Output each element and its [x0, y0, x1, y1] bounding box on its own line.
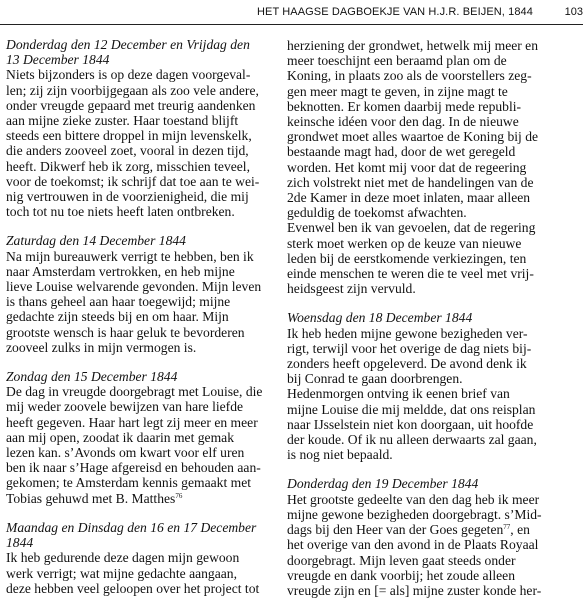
text-line: mijne gewone bezigheden doorgebragt. s’Mid- [287, 506, 542, 522]
text-line: deze hebben veel geloopen over het project tot [6, 580, 260, 596]
text-line: naar IJsselstein niet kon doorgaan, uit hoofde [287, 416, 534, 432]
text-line: onder vreugde gepaard met treurig aandenken [6, 97, 256, 113]
diary-entry [287, 38, 583, 296]
date-line: Donderdag den 12 December en Vrijdag den [6, 37, 250, 52]
date-line: Zondag den 15 December 1844 [6, 369, 178, 385]
text-line: Koning, in plaats zoo als de voorstellers zeg- [287, 68, 532, 84]
entry-text [6, 550, 288, 596]
text-line: heeft. Dikwerf heb ik zorg, misschien teveel, [6, 158, 250, 174]
text-line: Ik heb heden mijne gewone bezigheden ver- [287, 325, 528, 341]
text-line: zooveel zulks in mijn vermogen is. [6, 339, 197, 355]
entry-date [287, 476, 583, 491]
entry-date [6, 369, 288, 384]
text-line: meer toeschijnt een beraamd plan om de [287, 53, 507, 69]
text-line: voor de toekomst; ik schrijf dat toe aan te wei- [6, 173, 260, 189]
text-line: ben ik naar s’Hage afgereisd en behouden aan- [6, 460, 261, 476]
text-line: naar Amsterdam vertrokken, en heb mijne [6, 263, 235, 279]
text-line: steeds een bittere droppel in mijn levenskelk, [6, 128, 252, 144]
date-line: Zaturdag den 14 December 1844 [6, 233, 186, 249]
text-line: lezen kan. s’Avonds om kwart voor elf uren [6, 445, 245, 461]
left-column [6, 37, 288, 610]
text-line: mij weder zoovele bewijzen van hare liefde [6, 399, 244, 415]
entry-date [287, 310, 583, 325]
text-line: gedachte zijn steeds bij en om haar. Mijn [6, 309, 229, 325]
text-line: is nog niet bepaald. [287, 447, 393, 463]
date-line: Donderdag den 19 December 1844 [287, 476, 479, 492]
text-line: gekomen; te Amsterdam kennis gemaakt met [6, 475, 251, 491]
text-line: 2de Kamer in deze moet inlaten, maar alleen [287, 190, 531, 206]
text-line: het overige van den avond in de Plaats Royaal [287, 537, 539, 553]
text-line: lieve Louise welvarende gevonden. Mijn leven [6, 279, 262, 295]
text-line: bestaande magt had, door de wet geregeld [287, 144, 516, 160]
text-line: leden bij de eerstkomende verkiezingen, ten [287, 250, 527, 266]
text-line: beknotten. Er komen daarbij mede republi- [287, 98, 522, 114]
text-line: worden. Het komt mij voor dat de regeering [287, 159, 527, 175]
text-line: Niets bijzonders is op deze dagen voorgeval- [6, 67, 251, 83]
text-line: gen meer magt te geven, in zijne magt te [287, 83, 508, 99]
date-line: 13 December 1844 [6, 52, 110, 68]
running-title: HET HAAGSE DAGBOEKJE VAN H.J.R. BEIJEN, 1844 [256, 6, 533, 18]
diary-entry [6, 233, 288, 355]
text-line: Tobias gehuwd met B. Matthes$^{76}$ [6, 490, 183, 506]
text-line: nig vertrouwen in de voorzienigheid, die mij [6, 189, 249, 205]
right-column [287, 38, 583, 612]
footnote-reference: 77 [503, 523, 511, 532]
text-line: einde menschen te weren die te veel met vrij- [287, 266, 534, 282]
diary-entry [287, 310, 583, 462]
text-line: heeft gegeven. Haar hart legt zij meer en meer [6, 414, 258, 430]
text-line: sterk moet werken op de keuze van nieuwe [287, 235, 522, 251]
text-line: Na mijn bureauwerk verrigt te hebben, ben ik [6, 248, 254, 264]
entry-text [287, 492, 583, 598]
text-line: Hedenmorgen ontving ik eenen brief van [287, 386, 510, 402]
date-line: Woensdag den 18 December 1844 [287, 310, 473, 326]
text-line: De dag in vreugde doorgebragt met Louise, die [6, 384, 263, 400]
text-line: rigt, terwijl voor het overige de dag niets bij- [287, 340, 532, 356]
footnote-reference: 76 [175, 491, 183, 500]
diary-entry [6, 37, 288, 219]
text-line: keinsche idéen voor den dag. In de nieuwe [287, 114, 519, 130]
entry-text [287, 38, 583, 296]
text-line: Evenwel ben ik van gevoelen, dat de regering [287, 220, 536, 236]
diary-entry [6, 369, 288, 506]
text-line: der koude. Of ik nu alleen derwaarts zal gaan, [287, 432, 537, 448]
text-line: zich volstrekt niet met de handelingen van de [287, 174, 534, 190]
text-line: aan mij open, zoodat ik daarin met gemak [6, 429, 234, 445]
text-line: len; zij zijn voorbijgegaan als zoo vele andere, [6, 82, 259, 98]
date-line: Maandag en Dinsdag den 16 en 17 December [6, 519, 257, 535]
entry-date [6, 233, 288, 248]
text-line: geduldig de toekomst afwachten. [287, 205, 467, 221]
text-line: heidsgeest zijn vervuld. [287, 281, 416, 297]
entry-date [6, 37, 288, 67]
text-line: doorgebragt. Mijn leven gaat steeds onder [287, 552, 516, 568]
text-line: grondwet moet alles waartoe de Koning bij de [287, 129, 539, 145]
entry-text [6, 67, 288, 219]
text-line: is thans geheel aan haar toegewijd; mijne [6, 294, 231, 310]
diary-entry [287, 476, 583, 598]
entry-text [6, 249, 288, 355]
text-line: grootste wensch is haar geluk te bevorderen [6, 324, 245, 340]
text-line: bij Conrad te gaan doorbrengen. [287, 371, 463, 387]
text-line: dags bij den Heer van der Goes gegeten$^{77}$, en [287, 522, 530, 538]
text-line: zonders heeft opgeleverd. De avond denk ik [287, 356, 527, 372]
text-line: herziening der grondwet, hetwelk mij meer en [287, 38, 539, 53]
running-header [0, 4, 583, 25]
text-line: vreugde zijn en [= als] mijne zuster konde her- [287, 582, 542, 598]
text-line: werk verrigt; wat mijne gedachte aangaan, [6, 565, 237, 581]
entry-text [287, 326, 583, 463]
diary-entry [6, 520, 288, 596]
text-line: toch tot nu toe niets heeft laten ontbreken. [6, 204, 235, 220]
text-line: Ik heb gedurende deze dagen mijn gewoon [6, 550, 240, 566]
entry-date [6, 520, 288, 550]
entry-text [6, 384, 288, 506]
text-line: Het grootste gedeelte van den dag heb ik meer [287, 491, 540, 507]
text-line: mijne Louise die mij meldde, dat ons reisplan [287, 401, 536, 417]
page-number: 103 [564, 6, 583, 18]
text-line: vreugde en dank voorbij; het zoude alleen [287, 567, 515, 583]
text-line: aan mijne zieke zuster. Haar toestand blijft [6, 113, 239, 129]
date-line: 1844 [6, 535, 34, 551]
text-line: die anders zooveel zoet, vooral in dezen tijd, [6, 143, 249, 159]
